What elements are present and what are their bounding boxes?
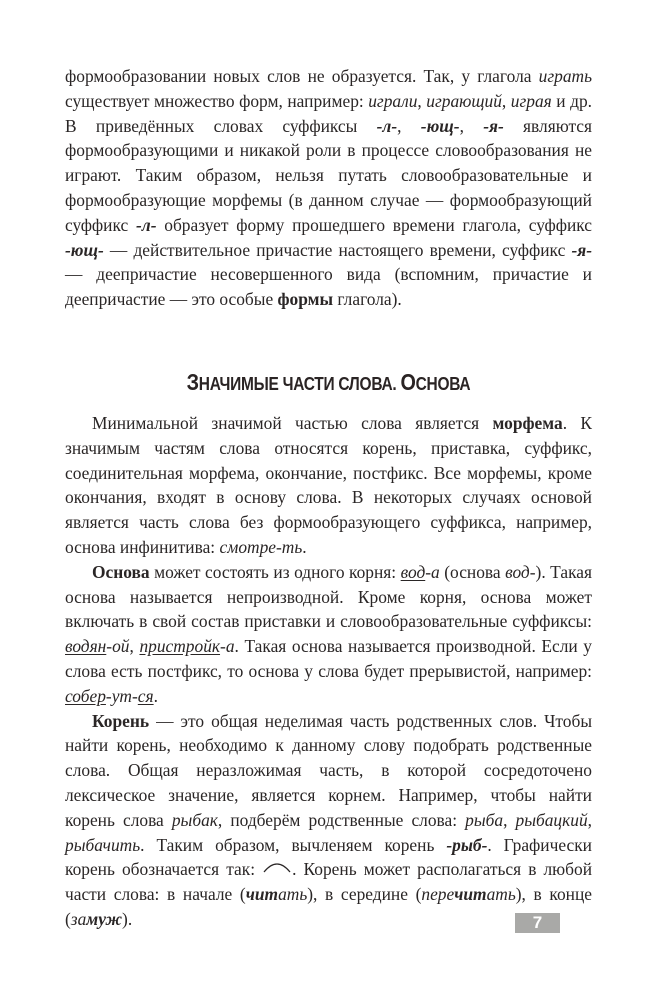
stem-marked: водян [65,636,107,657]
paragraph-root: Корень — это общая неделимая часть родственных слов. Чтобы найти корень, необходимо к данному слову подобрать родственные слова. Общая неразложимая часть, в которой сосредоточено лексическое значение, является корнем. Например, чтобы найти корень слова рыбак, подберём родственные слова: рыба, рыбацкий, рыбачить. Таким образом, вычленяем корень -рыб-. Графически корень обозначается так: . Корень может располагаться в любой части слова: в начале (читать), в середине (перечитать), в конце (замуж). [65,710,593,929]
stem-marked: ся [137,685,154,706]
root: чит [245,884,279,905]
paragraph-stem: Основа может состоять из одного корня: вод-а (основа вод-). Такая основа называется непроизводной. Кроме корня, основа может включать в свой состав приставки и словообразовательные суффиксы: водян-ой, пристройк-а. Такая основа называется производной. Если у слова есть постфикс, то основа у слова будет прерывистой, например: собер-ут-ся. [65,561,593,706]
example-word: играть [538,66,592,86]
root: муж [86,908,123,929]
page-number: 7 [515,913,560,933]
example-word: вод [505,561,530,582]
example-word: рыбацкий [515,809,588,830]
suffix: -л- [135,214,157,235]
paragraph-formation: формообразовании новых слов не образуется. Так, у глагола играть существует множество форм, например: играли, играющий, играя и др. В приведённых словах суффиксы -л-, -ющ-, -я- являются формообразующими и никакой роли в процессе словообразования не играют. Таким образом, нельзя путать словообразовательные и формообразующие морфемы (в данном случае — формообразующий суффикс -л- образует форму прошедшего времени глагола, суффикс -ющ- — действительное причастие настоящего времени, суффикс -я- — деепричастие несовершенного вида (вспомним, причастие и деепричастие — это особые формы глагола). [65,66,593,310]
term: Корень [92,710,150,731]
text-block-top [65,64,592,312]
root: -рыб- [446,834,488,855]
arc-icon [262,859,292,873]
term: формы [277,289,334,310]
suffix: -л- [376,115,398,136]
example-word: играя [510,90,552,111]
stem-marked: пристройк [139,636,221,657]
example-word: играли [368,90,418,111]
example-word: рыбачить [65,834,141,855]
suffix: -я- [571,239,592,260]
text-block-main [65,411,592,932]
suffix: -ющ- [65,239,104,260]
example-word: смотре-ть [219,536,303,557]
term: Основа [92,561,150,582]
suffix: -ющ- [420,115,460,136]
stem-marked: собер [65,685,106,706]
example-word: рыба [465,809,504,830]
example-word: играющий [426,90,502,111]
stem-marked: вод [400,561,426,582]
paragraph-morpheme: Минимальной значимой частью слова является морфема. К значимым частям слова относятся корень, приставка, суффикс, соединительная морфема, окончание, постфикс. Все морфемы, кроме окончания, входят в основу слова. В некоторых случаях основой является часть слова без формообразующего суффикса, например, основа инфинитива: смотре-ть. [65,413,592,557]
root: чит [454,884,487,905]
term: морфема [492,413,563,433]
suffix: -я- [483,115,504,136]
example-word: рыбак [171,809,218,830]
section-heading: ЗНАЧИМЫЕ ЧАСТИ СЛОВА. ОСНОВА [186,369,471,395]
